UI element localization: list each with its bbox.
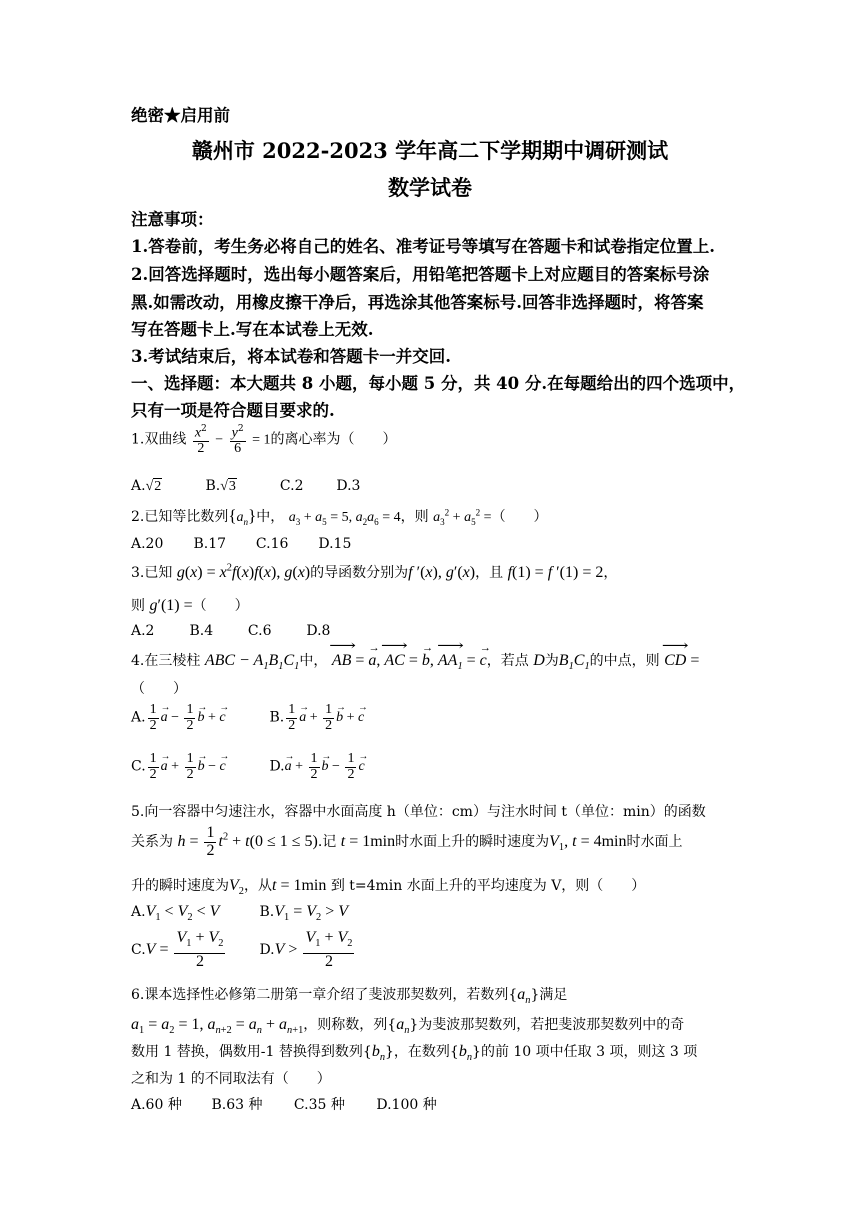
q3-prefix: 3.已知 bbox=[131, 565, 173, 581]
q4-options-row2: C. $\frac{1}{2}$ → a + $\frac{1}{2}$ → b − → c D.→ a + $\frac{1}{2}$ → b − $\frac{1}{2}$ → c bbox=[131, 752, 365, 782]
question-5-line3: 升的瞬时速度为$V_2$，从t = 1min 到 t=4min 水面上升的平均速度为 V，则（ ） bbox=[131, 877, 646, 898]
question-5: 5.向一容器中匀速注水，容器中水面高度 h（单位：cm）与注水时间 t（单位：min）的函数 bbox=[131, 804, 706, 820]
q4-mid4: 的中点，则 bbox=[589, 653, 660, 669]
q2-mid: 中， bbox=[256, 509, 285, 525]
q6-line1: 6.课本选择性必修第二册第一章介绍了斐波那契数列，若数列{ bbox=[131, 987, 518, 1003]
q4-mid3: 为 bbox=[544, 653, 559, 669]
question-3: 3.已知 $g(x) = x^2f(x)f(x)$, g(x)的导函数分别为f ′(x), g′(x)，且 f(1) = f ′(1) = 2， bbox=[131, 562, 618, 581]
q5-option-a-label: A. bbox=[131, 904, 146, 920]
q3-mid: 的导函数分别为 bbox=[310, 565, 409, 581]
q2-options bbox=[131, 536, 351, 552]
question-2: 2.已知等比数列$\{a_n\}$中， $a_3 + a_5 = 5$, $a_2a_6 = 4$，则 $a_3^2 + a_5^2$ =（ ） bbox=[131, 506, 548, 527]
q5-l2c: 时水面上升的瞬时速度为 bbox=[395, 833, 550, 850]
q6-l3c: }的前 10 项中任取 3 项，则这 3 项 bbox=[472, 1044, 698, 1060]
question-3-line2: 则 g′(1) =（ ） bbox=[131, 597, 249, 614]
q5-options-row1: $A.V_1 < V_2 < V$ $B.V_1 = V_2 > V$ bbox=[131, 903, 349, 924]
q6-l3a: 数用 1 替换，偶数用-1 替换得到数列{ bbox=[131, 1044, 372, 1060]
q1-prefix: 1.双曲线 bbox=[131, 431, 187, 448]
q6-option-d: D.100 种 bbox=[376, 1097, 437, 1113]
question-1: 1.双曲线 $\frac{x^2}{2}$ − $\frac{y^2}{6}$ = 1的离心率为（ ） bbox=[131, 424, 397, 457]
question-6-line2: $a_1 = a_2 = 1$, $a_{n+2} = a_n + a_{n+1}$，则称数，列$\{a_n\}$为斐波那契数列，若把斐波那契数列中的奇 bbox=[131, 1016, 685, 1037]
q3-suffix: （ ） bbox=[192, 598, 249, 614]
q3-options bbox=[131, 623, 330, 639]
q5-l3c: 到 t=4min 水面上升的平均速度为 V，则（ ） bbox=[330, 878, 646, 894]
q3-line2-prefix: 则 bbox=[131, 598, 145, 614]
q5-l2a: 关系为 bbox=[131, 833, 173, 850]
q1-options: A.√2 B.√3 C.2 D.3 bbox=[131, 478, 361, 494]
q5-options-row2: C.V = $\frac{V_1 + V_2}{2}$ D.V > $\frac{V_1 + V_2}{2}$ bbox=[131, 929, 353, 970]
q5-l3b: ，从 bbox=[243, 878, 272, 894]
notes-heading: 注意事项： bbox=[131, 210, 214, 229]
q3-option-c: C.6 bbox=[247, 623, 272, 639]
question-4: 4.在三棱柱 ABC − $A_1B_1C_1$中， ⟶ AB = → a, ⟶ AC = → b, ⟶ $AA_1$ = → c，若点 D为$B_1C_1$的中点，则 ⟶ CD = bbox=[131, 650, 699, 672]
q2-option-c: C.16 bbox=[255, 536, 289, 552]
q2-suffix: （ ） bbox=[491, 509, 548, 525]
q2-option-b: B.17 bbox=[193, 536, 227, 552]
q1-option-b-label: B. bbox=[205, 478, 221, 494]
note-2c: 写在答题卡上.写在本试卷上无效. bbox=[131, 320, 374, 339]
q5-option-b-label: B. bbox=[259, 904, 275, 920]
note-2b: 黑.如需改动，用橡皮擦干净后，再选涂其他答案标号.回答非选择题时，将答案 bbox=[131, 293, 704, 312]
q5-l2b: .记 bbox=[317, 833, 337, 850]
q4-options-row1: A. $\frac{1}{2}$ → a − $\frac{1}{2}$ → b + → c B. $\frac{1}{2}$ → a + $\frac{1}{2}$ → b + → c bbox=[131, 703, 364, 733]
q4-option-c-label: C. bbox=[131, 758, 146, 775]
q6-options bbox=[131, 1094, 437, 1114]
exam-subtitle: 数学试卷 bbox=[388, 175, 472, 200]
q2-option-a: A.20 bbox=[131, 536, 164, 552]
q3-option-d: D.8 bbox=[306, 623, 331, 639]
q6-option-a: A.60 种 bbox=[131, 1097, 182, 1113]
q6-option-c: C.35 种 bbox=[293, 1097, 345, 1113]
q6-l2c: }为斐波那契数列，若把斐波那契数列中的奇 bbox=[409, 1017, 685, 1033]
question-6-line3: 数用 1 替换，偶数用-1 替换得到数列$\{b_n\}$，在数列$\{b_n\}$的前 10 项中任取 3 项，则这 3 项 bbox=[131, 1043, 698, 1064]
q5-l2d: 时水面上 bbox=[626, 833, 683, 850]
q6-line1b: }满足 bbox=[530, 987, 568, 1003]
q2-prefix: 2.已知等比数列 bbox=[131, 509, 229, 525]
exam-title: 赣州市 2022-2023 学年高二下学期期中调研测试 bbox=[191, 138, 669, 163]
q6-l3b: }，在数列{ bbox=[385, 1044, 459, 1060]
note-1: 1.答卷前，考生务必将自己的姓名、准考证号等填写在答题卡和试卷指定位置上. bbox=[131, 237, 715, 256]
q5-l3a: 升的瞬时速度为 bbox=[131, 878, 229, 894]
section-heading-1: 一、选择题：本大题共 8 小题，每小题 5 分，共 40 分.在每题给出的四个选项中， bbox=[131, 374, 746, 393]
q1-option-d: D.3 bbox=[336, 478, 361, 494]
q5-option-c-label: C. bbox=[131, 942, 146, 959]
q5-option-d-label: D. bbox=[259, 942, 275, 959]
note-3: 3.考试结束后，将本试卷和答题卡一并交回. bbox=[131, 347, 451, 366]
section-heading-2: 只有一项是符合题目要求的. bbox=[131, 401, 335, 420]
secret-label: 绝密★启用前 bbox=[131, 106, 230, 125]
q3-end: ， bbox=[603, 565, 618, 581]
q4-option-b-label: B. bbox=[269, 709, 285, 726]
q2-option-d: D.15 bbox=[318, 536, 352, 552]
q4-mid2: ，若点 bbox=[486, 653, 529, 669]
q6-option-b: B.63 种 bbox=[211, 1097, 263, 1113]
note-2a: 2.回答选择题时，选出每小题答案后，用铅笔把答题卡上对应题目的答案标号涂 bbox=[131, 265, 710, 284]
q1-suffix: 的离心率为（ ） bbox=[270, 431, 397, 448]
q6-l2b: ，则称数，列{ bbox=[303, 1017, 397, 1033]
q3-mid2: ，且 bbox=[475, 565, 504, 581]
q4-prefix: 4.在三棱柱 bbox=[131, 653, 201, 669]
q3-option-b: B.4 bbox=[189, 623, 214, 639]
question-6-line4: 之和为 1 的不同取法有（ ） bbox=[131, 1071, 331, 1087]
question-5-line2: 关系为 h = $\frac{1}{2}$ $t^2 + t(0 \le 1 \le 5)$.记 t = 1min时水面上升的瞬时速度为$V_1$, t = 4min时水面上 bbox=[131, 824, 683, 859]
q4-line2: （ ） bbox=[131, 681, 187, 697]
q3-option-a: A.2 bbox=[131, 623, 155, 639]
q2-mid2: ，则 bbox=[400, 509, 429, 525]
q4-option-a-label: A. bbox=[131, 709, 146, 726]
q4-mid: 中， bbox=[299, 653, 328, 669]
q1-option-a-label: A. bbox=[131, 478, 146, 494]
question-6: 6.课本选择性必修第二册第一章介绍了斐波那契数列，若数列$\{a_n\}$满足 bbox=[131, 986, 568, 1007]
q4-option-d-label: D. bbox=[269, 758, 285, 775]
q1-option-c: C.2 bbox=[279, 478, 304, 494]
